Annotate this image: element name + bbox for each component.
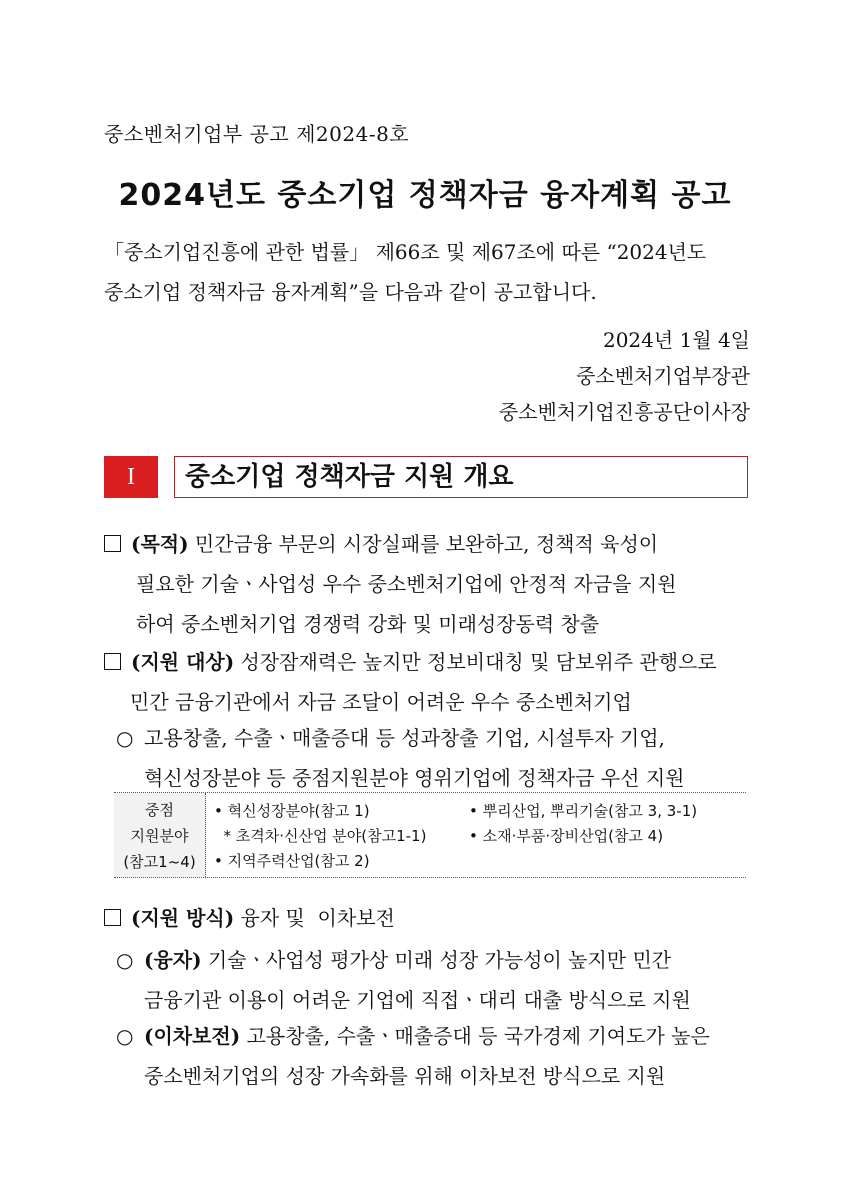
intro-line: 중소기업 정책자금 융자계획”을 다음과 같이 공고합니다. xyxy=(104,280,597,304)
item-text: 민간 금융기관에서 자금 조달이 어려운 우수 중소벤처기업 xyxy=(130,690,632,714)
loan-subitem xyxy=(116,940,750,1020)
notice-number: 중소벤처기업부 공고 제2024-8호 xyxy=(104,122,410,146)
announcement-date: 2024년 1월 4일 xyxy=(602,328,750,352)
checkbox-square-icon xyxy=(104,535,121,552)
focus-support-table xyxy=(114,792,746,878)
signatory-agency: 중소벤처기업진흥공단이사장 xyxy=(498,400,750,424)
item-label: (목적) xyxy=(131,532,189,556)
item-text: 하여 중소벤처기업 경쟁력 강화 및 미래성장동력 창출 xyxy=(136,612,600,636)
item-text: 고용창출, 수출ㆍ매출증대 등 국가경제 기여도가 높은 xyxy=(240,1024,710,1048)
method-item xyxy=(104,898,750,938)
section-heading xyxy=(104,456,748,498)
item-text: 중소벤처기업의 성장 가속화를 위해 이차보전 방식으로 지원 xyxy=(144,1064,666,1088)
table-cell-text: • 소재·부품·장비산업(참고 4) xyxy=(469,827,664,845)
section-number: I xyxy=(104,456,158,498)
target-subitem xyxy=(116,718,750,798)
intro-line: 「중소기업진흥에 관한 법률」 제66조 및 제67조에 따른 “2024년도 xyxy=(104,240,707,264)
table-cell-right xyxy=(469,799,697,849)
section-title: 중소기업 정책자금 지원 개요 xyxy=(174,456,748,498)
document-title: 2024년도 중소기업 정책자금 융자계획 공고 xyxy=(118,178,732,213)
item-text: 금융기관 이용이 어려운 기업에 직접ㆍ대리 대출 방식으로 지원 xyxy=(144,988,691,1012)
target-item xyxy=(104,642,750,722)
item-text: 필요한 기술ㆍ사업성 우수 중소벤처기업에 안정적 자금을 지원 xyxy=(136,572,677,596)
item-label: (지원 대상) xyxy=(131,650,235,674)
interest-subitem xyxy=(116,1016,750,1096)
intro-paragraph xyxy=(104,232,750,312)
item-text: 민간금융 부문의 시장실패를 보완하고, 정책적 육성이 xyxy=(188,532,659,556)
checkbox-square-icon xyxy=(104,653,121,670)
circle-bullet-icon: ○ xyxy=(116,1024,134,1048)
item-text: 성장잠재력은 높지만 정보비대칭 및 담보위주 관행으로 xyxy=(234,650,717,674)
item-text: 기술ㆍ사업성 평가상 미래 성장 가능성이 높지만 민간 xyxy=(201,948,672,972)
table-header-cell xyxy=(114,793,206,877)
table-cell-left xyxy=(214,799,426,874)
item-text: 고용창출, 수출ㆍ매출증대 등 성과창출 기업, 시설투자 기업, xyxy=(144,726,665,750)
table-header-text: 지원분야 xyxy=(130,827,189,845)
circle-bullet-icon: ○ xyxy=(116,726,134,750)
table-header-text: 중점 xyxy=(145,801,174,819)
circle-bullet-icon: ○ xyxy=(116,948,134,972)
checkbox-square-icon xyxy=(104,909,121,926)
table-header-text: (참고1~4) xyxy=(123,853,196,871)
table-cell-text: • 지역주력산업(참고 2) xyxy=(214,852,370,870)
purpose-item xyxy=(104,524,750,644)
item-label: (이차보전) xyxy=(144,1024,241,1048)
item-label: (융자) xyxy=(144,948,202,972)
signature-block xyxy=(499,322,750,430)
table-cell-text: • 뿌리산업, 뿌리기술(참고 3, 3-1) xyxy=(469,802,698,820)
table-cell-text: * 초격차·신산업 분야(참고1-1) xyxy=(214,827,427,845)
table-cell-text: • 혁신성장분야(참고 1) xyxy=(214,802,370,820)
signatory-minister: 중소벤처기업부장관 xyxy=(576,364,750,388)
item-text: 융자 및 이차보전 xyxy=(234,906,395,930)
item-text: 혁신성장분야 등 중점지원분야 영위기업에 정책자금 우선 지원 xyxy=(144,766,685,790)
item-label: (지원 방식) xyxy=(131,906,235,930)
